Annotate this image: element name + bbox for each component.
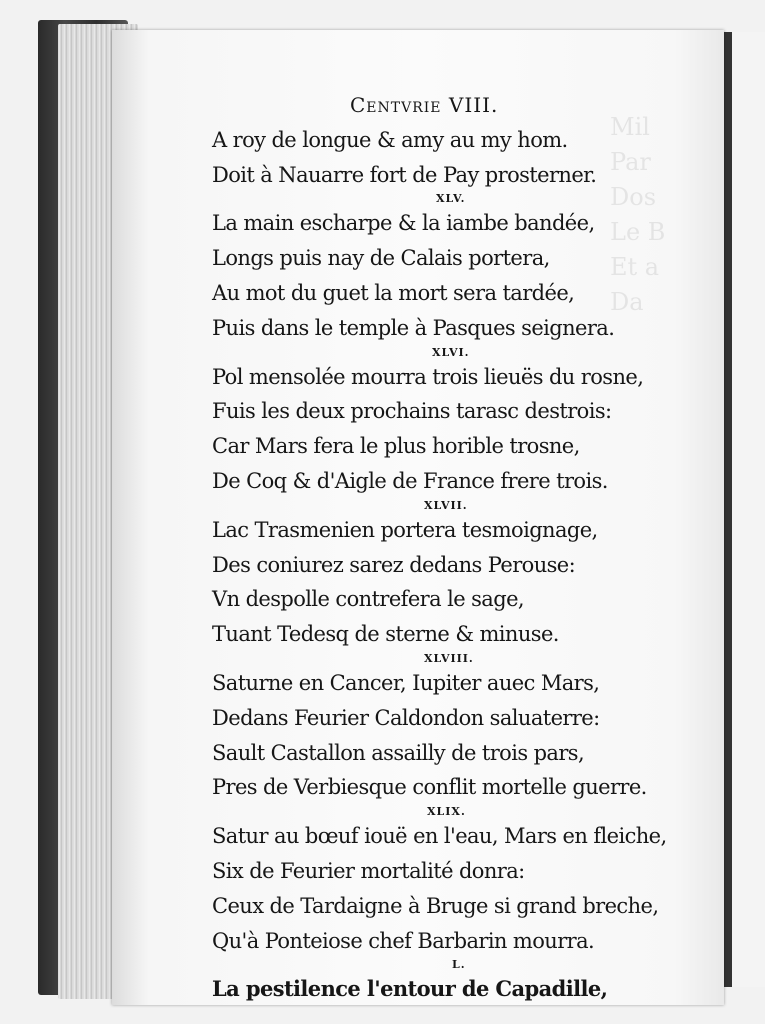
verse-line: Pres de Verbiesque conflit mortelle guerre. [212, 775, 647, 800]
facing-page-edge [724, 32, 765, 987]
verse-line: Ceux de Tardaigne à Bruge si grand breche, [212, 893, 659, 918]
verse-line: Qu'à Ponteiose chef Barbarin mourra. [212, 928, 595, 953]
verse-line: La pestilence l'entour de Capadille, [212, 976, 608, 1002]
quatrain-number: XLV. [436, 192, 466, 206]
running-head: Centvrie VIII. [350, 93, 499, 117]
verse-line: Vn despolle contrefera le sage, [212, 587, 524, 612]
verse-line: Car Mars fera le plus horible trosne, [212, 434, 580, 459]
quatrain-number: XLVI. [432, 345, 470, 359]
quatrain-number: XLIX. [427, 805, 466, 819]
verse-line: Lac Trasmenien portera tesmoignage, [212, 517, 598, 542]
verse-line: Des coniurez sarez dedans Perouse: [212, 552, 576, 577]
page-text-block [212, 88, 667, 1007]
verse-line: Satur au bœuf iouë en l'eau, Mars en fleiche, [212, 824, 667, 849]
verse-line: Saturne en Cancer, Iupiter auec Mars, [212, 670, 600, 695]
show-through-text: Mil Par Dos Le B Et a Da [610, 113, 666, 316]
verse-line: Au mot du guet la mort sera tardée, [212, 280, 575, 305]
quatrain-number: XLVIII. [424, 651, 474, 665]
quatrain-number: L. [452, 958, 466, 972]
quatrain-number: XLVII. [424, 498, 468, 512]
verse-line: Longs puis nay de Calais portera, [212, 246, 550, 271]
verse-line: De Coq & d'Aigle de France frere trois. [212, 468, 608, 493]
verse-line: Dedans Feurier Caldondon saluaterre: [212, 705, 600, 730]
verse-line: A roy de longue & amy au my hom. [212, 127, 568, 152]
verse-line: Fuis les deux prochains tarasc destrois: [212, 399, 612, 424]
verse-line: Puis dans le temple à Pasques seignera. [212, 315, 615, 340]
verse-line: Tuant Tedesq de sterne & minuse. [212, 622, 559, 647]
verse-line: Sault Castallon assailly de trois pars, [212, 740, 585, 765]
verse-line: Six de Feurier mortalité donra: [212, 858, 525, 883]
verse-line: Pol mensolée mourra trois lieuës du rosne, [212, 364, 644, 389]
verse-line: La main escharpe & la iambe bandée, [212, 211, 595, 236]
verse-line: Doit à Nauarre fort de Pay prosterner. [212, 162, 597, 187]
